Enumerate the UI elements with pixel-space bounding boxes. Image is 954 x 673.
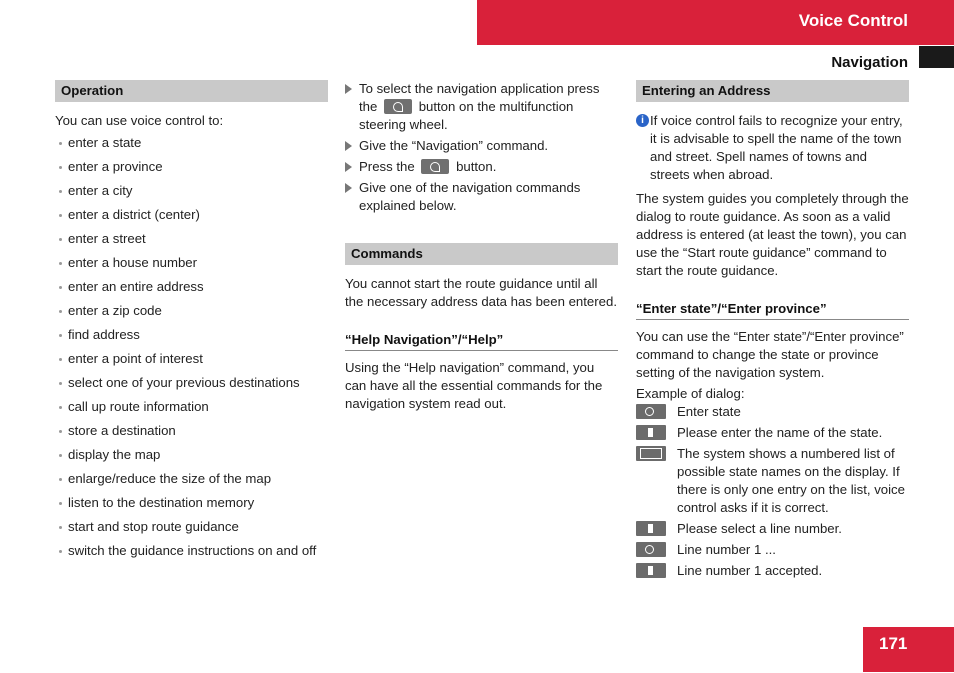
list-item: enter a point of interest	[55, 350, 328, 374]
list-item: enter a province	[55, 158, 328, 182]
operation-list	[55, 134, 328, 566]
system-icon	[636, 563, 666, 578]
step-item	[345, 179, 618, 215]
step-text: Give the “Navigation” command.	[359, 138, 549, 153]
list-item: display the map	[55, 446, 328, 470]
step-arrow-icon	[345, 162, 352, 172]
list-item: enter an entire address	[55, 278, 328, 302]
help-text: Using the “Help navigation” command, you can have all the essential commands for the navigation system read out.	[345, 360, 603, 411]
talk-button-icon	[421, 159, 449, 174]
dialog-row	[636, 424, 909, 442]
dialog-row	[636, 445, 909, 517]
section-title: Navigation	[831, 54, 908, 71]
step-text: button on the multifunction steering wheel.	[359, 99, 574, 132]
header-title: Voice Control	[798, 11, 908, 30]
column-navigation-steps	[345, 80, 618, 417]
list-item: switch the guidance instructions on and off	[55, 542, 328, 566]
dialog-text: Please enter the name of the state.	[677, 425, 883, 440]
dialog-row	[636, 403, 909, 421]
dialog-row	[636, 541, 909, 559]
list-item: start and stop route guidance	[55, 518, 328, 542]
dialog-list	[636, 403, 909, 580]
list-item: call up route information	[55, 398, 328, 422]
info-text: If voice control fails to recognize your entry, it is advisable to spell the name of the town and street. Spell names of towns and streets when abroad.	[650, 113, 903, 182]
column-entering-address	[636, 80, 909, 583]
info-note	[636, 112, 909, 184]
help-heading: “Help Navigation”/“Help”	[345, 331, 618, 351]
dialog-row	[636, 520, 909, 538]
column-operation	[55, 80, 328, 566]
speak-icon	[636, 542, 666, 557]
step-arrow-icon	[345, 183, 352, 193]
list-item: enter a district (center)	[55, 206, 328, 230]
dialog-text: Please select a line number.	[677, 521, 842, 536]
list-item: store a destination	[55, 422, 328, 446]
list-item: select one of your previous destinations	[55, 374, 328, 398]
page-number-badge	[863, 627, 954, 672]
talk-button-icon	[384, 99, 412, 114]
speak-icon	[636, 404, 666, 419]
dialog-text: The system shows a numbered list of possible state names on the display. If there is only one entry on the list, voice control asks if it is correct.	[677, 446, 905, 515]
dialog-label: Example of dialog:	[636, 386, 745, 401]
step-arrow-icon	[345, 141, 352, 151]
list-item: enlarge/reduce the size of the map	[55, 470, 328, 494]
system-icon	[636, 425, 666, 440]
system-icon	[636, 521, 666, 536]
list-item: enter a house number	[55, 254, 328, 278]
address-heading: Entering an Address	[636, 80, 909, 102]
list-item: enter a zip code	[55, 302, 328, 326]
dialog-row	[636, 562, 909, 580]
page-number: 171	[879, 634, 908, 653]
dialog-text: Enter state	[677, 404, 741, 419]
step-item	[345, 80, 618, 134]
list-item: enter a state	[55, 134, 328, 158]
section-tab-marker	[919, 46, 954, 68]
step-arrow-icon	[345, 84, 352, 94]
dialog-text: Line number 1 accepted.	[677, 563, 823, 578]
dialog-text: Line number 1 ...	[677, 542, 776, 557]
list-item: enter a street	[55, 230, 328, 254]
info-icon: i	[636, 114, 649, 127]
operation-heading: Operation	[55, 80, 328, 102]
step-item	[345, 137, 618, 155]
operation-intro: You can use voice control to:	[55, 113, 224, 128]
step-text: button.	[456, 159, 497, 174]
commands-text: You cannot start the route guidance until all the necessary address data has been entered.	[345, 276, 617, 309]
guide-text: The system guides you completely through the dialog to route guidance. As soon as a valid address is entered (at least the town), you can use the “Start route guidance” command to start the route guidance.	[636, 191, 909, 278]
state-heading: “Enter state”/“Enter province”	[636, 300, 909, 320]
step-text: To select the navigation application press the	[359, 81, 600, 114]
list-item: enter a city	[55, 182, 328, 206]
state-text: You can use the “Enter state”/“Enter province” command to change the state or province setting of the navigation system.	[636, 329, 904, 380]
step-text: Press the	[359, 159, 415, 174]
list-item: listen to the destination memory	[55, 494, 328, 518]
step-text: Give one of the navigation commands explained below.	[359, 180, 581, 213]
display-icon	[636, 446, 666, 461]
header-bar	[477, 0, 954, 45]
step-item	[345, 158, 618, 176]
list-item: find address	[55, 326, 328, 350]
commands-heading: Commands	[345, 243, 618, 265]
